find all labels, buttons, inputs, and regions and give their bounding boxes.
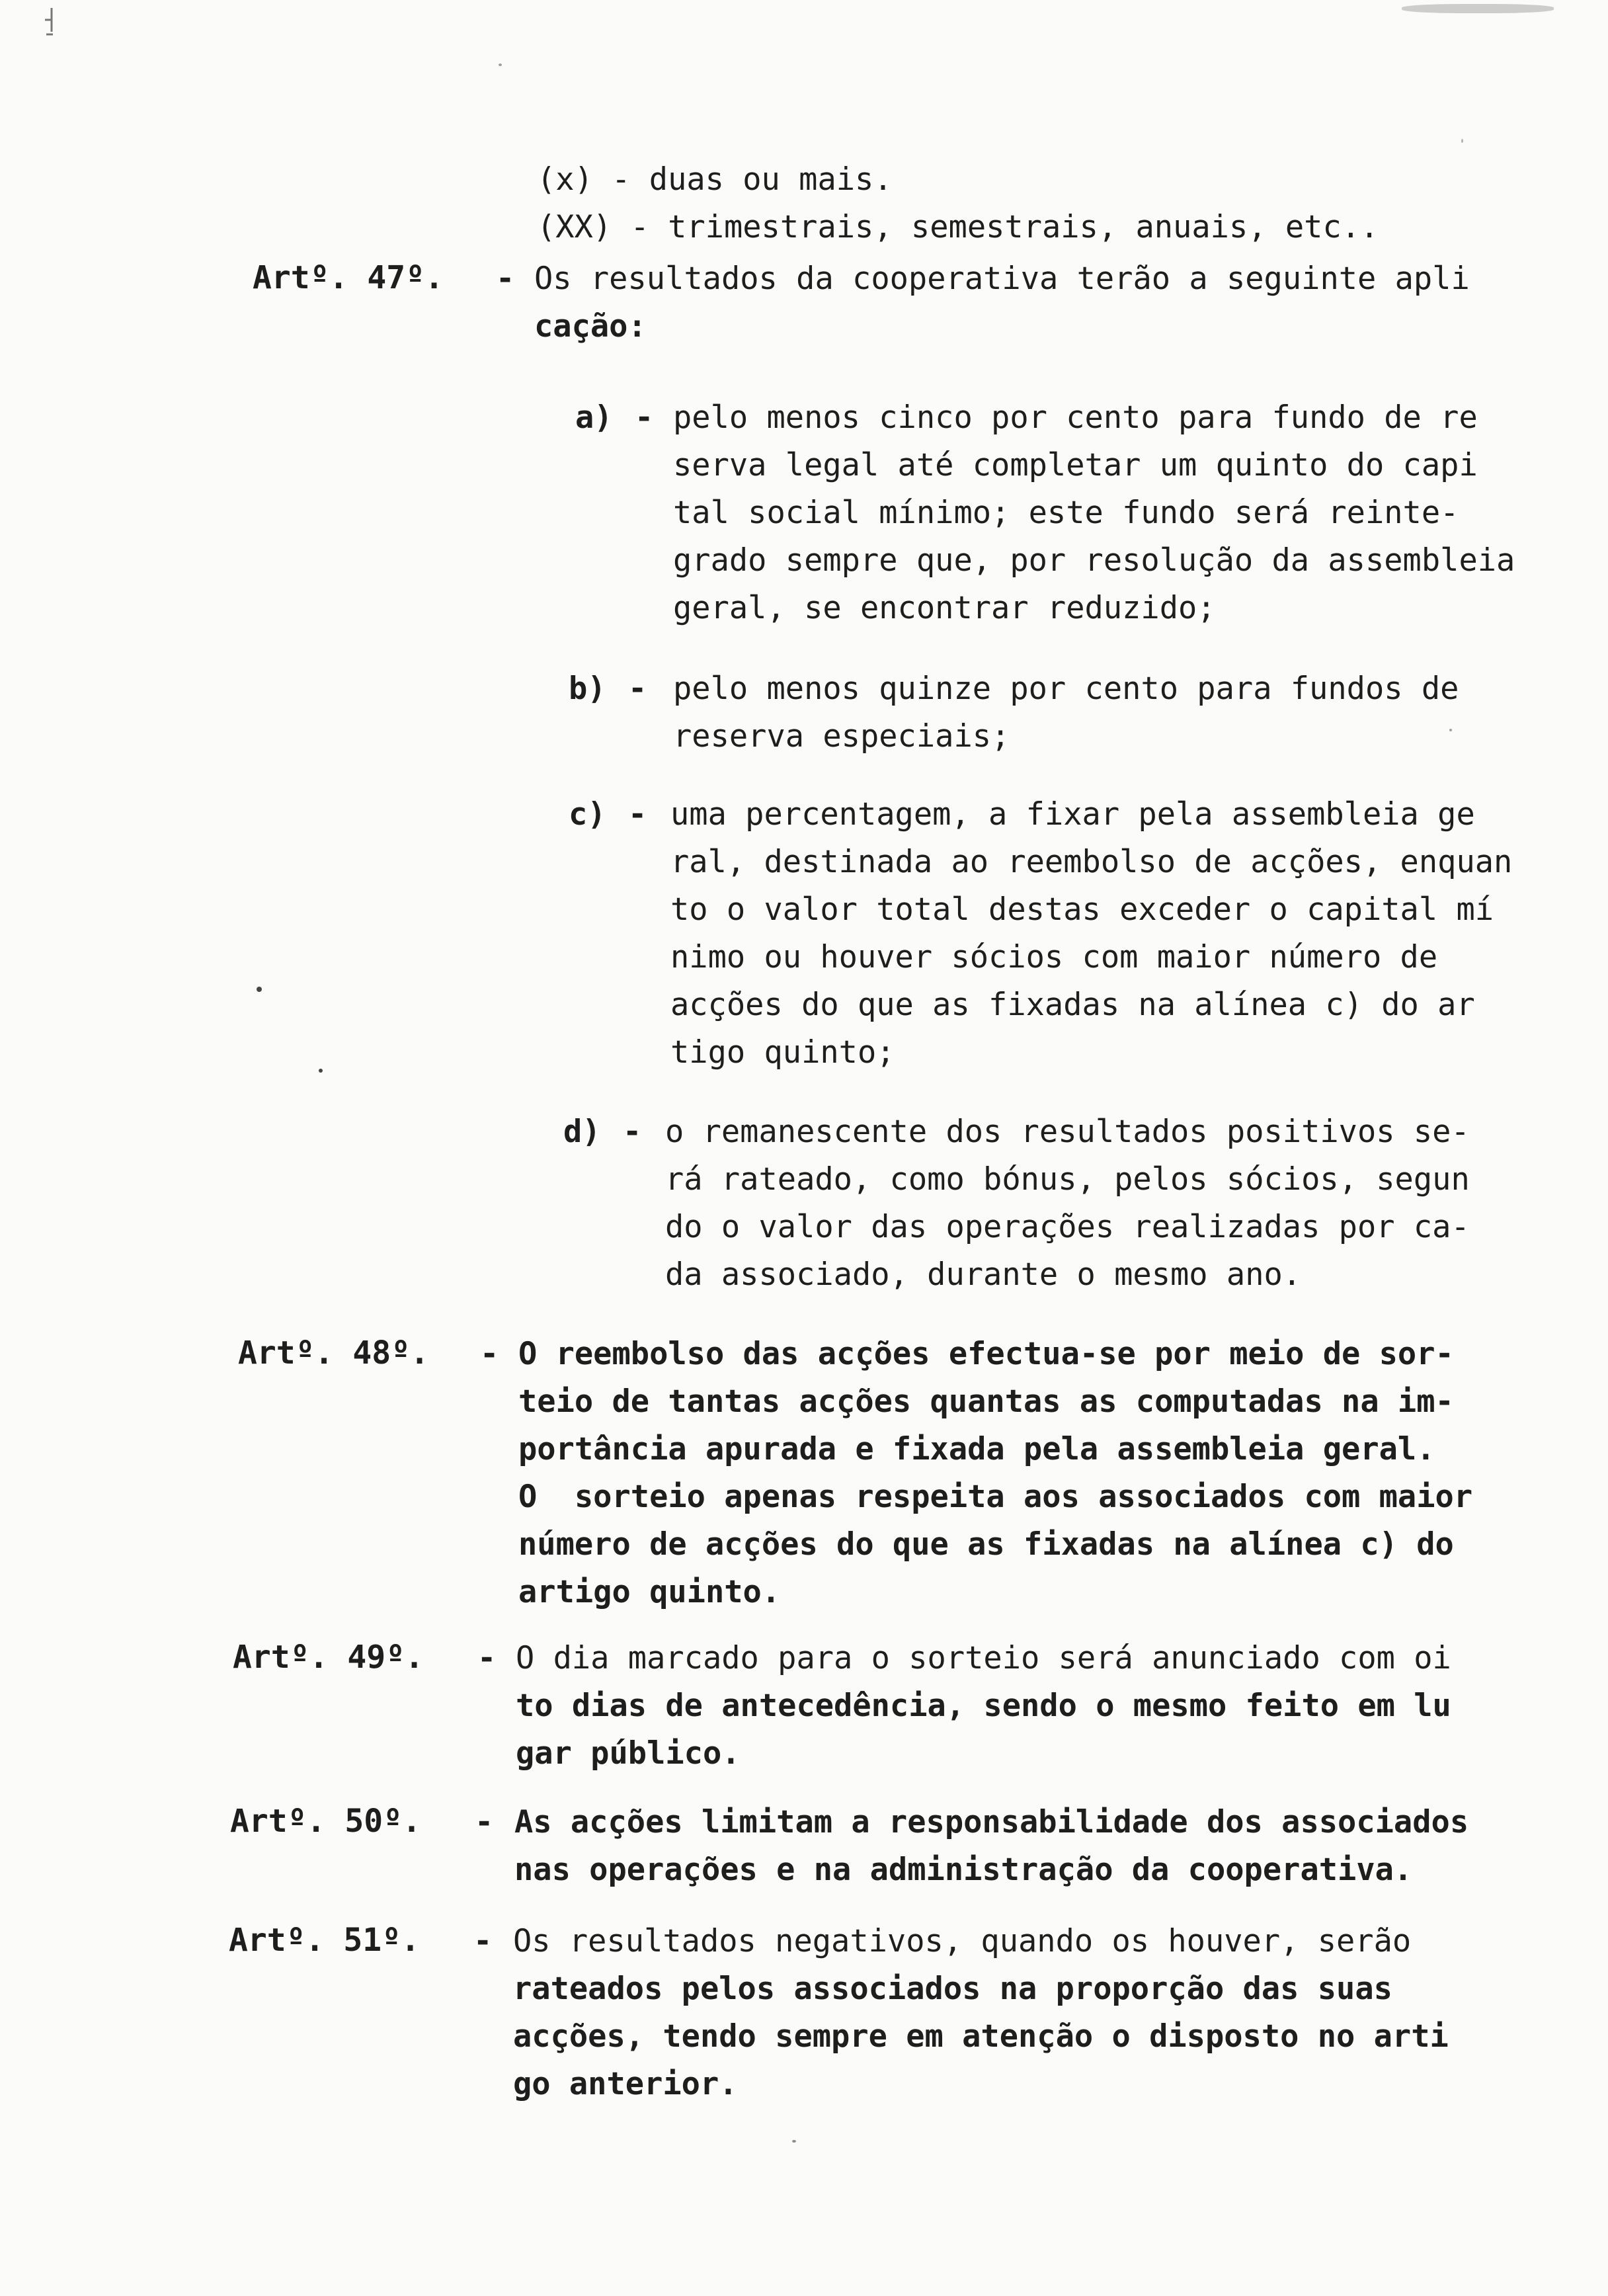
article-51-line-4: go anterior. (513, 2066, 738, 2102)
article-47-line-1: Os resultados da cooperativa terão a seguinte apli (534, 261, 1470, 297)
article-47-dash: - (496, 261, 515, 297)
item-c-label: c) (569, 796, 606, 833)
article-51-line-1: Os resultados negativos, quando os houver, serão (513, 1923, 1412, 1959)
item-b-line-2: reserva especiais; (673, 718, 1010, 755)
item-a-line-5: geral, se encontrar reduzido; (673, 590, 1216, 626)
scan-speck (499, 63, 502, 66)
article-49-line-3: gar público. (516, 1735, 741, 1772)
item-a-label: a) (575, 399, 613, 436)
item-d-line-4: da associado, durante o mesmo ano. (665, 1256, 1302, 1293)
item-b-label: b) (569, 671, 606, 707)
item-b-dash: - (628, 671, 647, 707)
article-48-line-5: número de acções do que as fixadas na alínea c) do (518, 1526, 1454, 1563)
item-d-dash: - (623, 1114, 642, 1150)
article-50-dash: - (475, 1804, 494, 1840)
article-48-dash: - (480, 1336, 499, 1372)
margin-mark-icon (40, 5, 60, 37)
item-a-line-4: grado sempre que, por resolução da assembleia (673, 542, 1515, 579)
article-47-label: Artº. 47º. (253, 259, 444, 296)
article-48-line-2: teio de tantas acções quantas as computadas na im- (518, 1383, 1454, 1420)
footnote-2: (XX) - trimestrais, semestrais, anuais, etc.. (537, 209, 1379, 245)
article-48-line-1: O reembolso das acções efectua-se por meio de sor- (518, 1336, 1454, 1372)
scan-speck (319, 1069, 323, 1073)
article-50-line-2: nas operações e na administração da cooperativa. (514, 1852, 1413, 1888)
item-d-label: d) (563, 1114, 601, 1150)
article-51-line-3: acções, tendo sempre em atenção o disposto no arti (513, 2018, 1449, 2055)
article-51-dash: - (473, 1923, 493, 1959)
item-d-line-3: do o valor das operações realizadas por ca- (665, 1209, 1470, 1245)
article-48-line-4: O sorteio apenas respeita aos associados com maior (518, 1479, 1473, 1515)
item-d-line-1: o remanescente dos resultados positivos se- (665, 1114, 1470, 1150)
item-c-line-2: ral, destinada ao reembolso de acções, enquan (670, 844, 1513, 880)
article-51-line-2: rateados pelos associados na proporção das suas (513, 1971, 1392, 2007)
item-c-line-1: uma percentagem, a fixar pela assembleia ge (670, 796, 1475, 833)
article-48-line-6: artigo quinto. (518, 1574, 781, 1610)
item-a-line-1: pelo menos cinco por cento para fundo de re (673, 399, 1478, 436)
article-49-line-2: to dias de antecedência, sendo o mesmo feito em lu (516, 1688, 1451, 1724)
scan-speck (792, 2140, 796, 2143)
scan-speck (1461, 139, 1463, 143)
item-b-line-1: pelo menos quinze por cento para fundos de (673, 671, 1459, 707)
item-c-line-6: tigo quinto; (670, 1034, 895, 1071)
article-49-dash: - (477, 1640, 497, 1676)
item-a-line-2: serva legal até completar um quinto do capi (673, 447, 1478, 483)
article-49-label: Artº. 49º. (233, 1639, 424, 1676)
item-d-line-2: rá rateado, como bónus, pelos sócios, segun (665, 1161, 1470, 1198)
item-c-line-5: acções do que as fixadas na alínea c) do ar (670, 987, 1475, 1023)
item-c-line-4: nimo ou houver sócios com maior número de (670, 939, 1438, 975)
article-47-line-2: cação: (534, 308, 647, 345)
article-50-line-1: As acções limitam a responsabilidade dos associados (514, 1804, 1469, 1840)
footnote-1: (x) - duas ou mais. (537, 161, 893, 198)
article-51-label: Artº. 51º. (229, 1922, 420, 1959)
item-a-dash: - (635, 399, 654, 436)
item-a-line-3: tal social mínimo; este fundo será reinte- (673, 495, 1459, 531)
article-50-label: Artº. 50º. (230, 1803, 421, 1840)
scan-speck (1402, 4, 1554, 13)
scan-speck (1449, 729, 1452, 731)
item-c-line-3: to o valor total destas exceder o capital mí (670, 891, 1494, 928)
article-48-line-3: portância apurada e fixada pela assembleia geral. (518, 1431, 1435, 1467)
article-49-line-1: O dia marcado para o sorteio será anunciado com oi (516, 1640, 1451, 1676)
item-c-dash: - (628, 796, 647, 833)
article-48-label: Artº. 48º. (238, 1334, 429, 1372)
scan-speck (257, 987, 262, 992)
